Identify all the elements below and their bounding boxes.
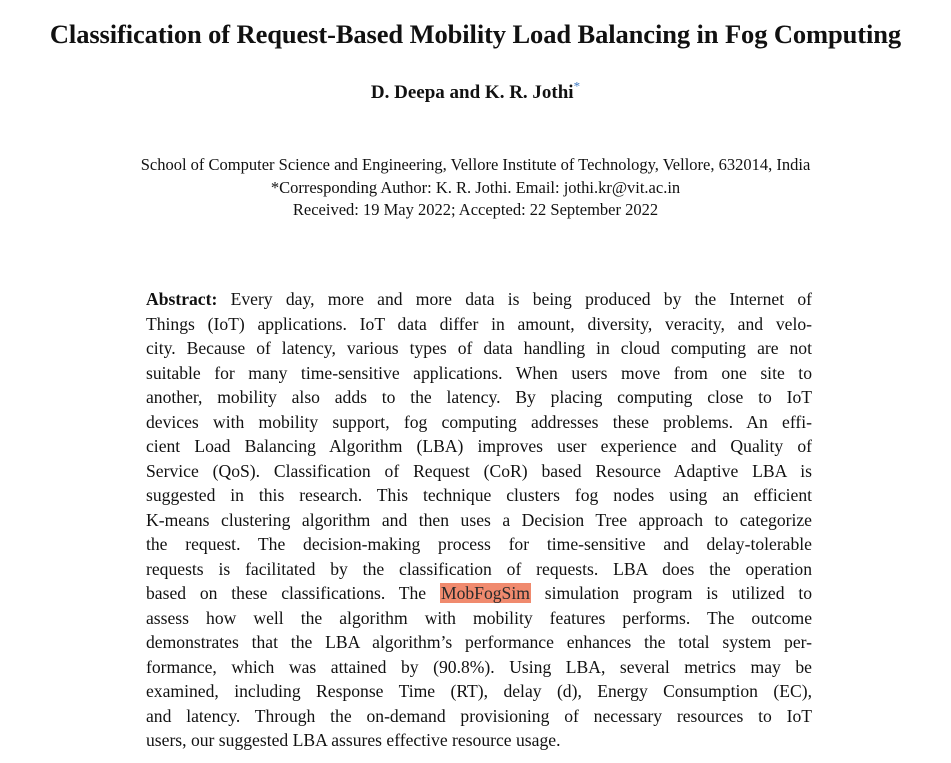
abstract-line: requests is facilitated by the classification of requests. LBA does the operation xyxy=(146,558,812,579)
abstract-line: examined, including Response Time (RT), delay (d), Energy Consumption (EC), xyxy=(146,681,812,701)
abstract-text: based on these classifications. The xyxy=(146,583,427,603)
abstract-line: suitable for many time-sensitive applications. When users move from one site to xyxy=(146,362,812,383)
abstract-line: Things (IoT) applications. IoT data differ in amount, diversity, veracity, and velo- xyxy=(146,313,812,334)
correspondence: *Corresponding Author: K. R. Jothi. Email: jothi.kr@vit.ac.in xyxy=(270,177,681,197)
abstract-line: formance, which was attained by (90.8%). Using LBA, several metrics may be xyxy=(146,656,812,677)
highlighted-term-mobfogsim[interactable]: MobFogSim xyxy=(440,583,530,603)
abstract-text: simulation program is utilized to xyxy=(544,583,813,603)
affiliation: School of Computer Science and Engineering, Vellore Institute of Technology, Vellore, 632014, India xyxy=(140,155,811,174)
abstract-line: suggested in this research. This technique clusters fog nodes using an efficient xyxy=(146,485,812,505)
authors xyxy=(0,80,951,106)
abstract-line: city. Because of latency, various types of data handling in cloud computing are not xyxy=(146,338,812,358)
abstract-line xyxy=(146,581,812,606)
abstract-line: cient Load Balancing Algorithm (LBA) improves user experience and Quality of xyxy=(146,436,812,456)
abstract-line: and latency. Through the on-demand provisioning of necessary resources to IoT xyxy=(146,705,812,726)
paper-title: Classification of Request-Based Mobility Load Balancing in Fog Computing xyxy=(49,19,902,49)
abstract-line: Service (QoS). Classification of Request (CoR) based Resource Adaptive LBA is xyxy=(146,460,812,481)
abstract-line: demonstrates that the LBA algorithm’s performance enhances the total system per- xyxy=(146,632,812,652)
abstract-label: Abstract: xyxy=(146,289,218,309)
abstract-line: devices with mobility support, fog computing addresses these problems. An effi- xyxy=(146,411,812,432)
abstract-line: users, our suggested LBA assures effective resource usage. xyxy=(146,730,561,750)
corresponding-author-mark[interactable]: * xyxy=(573,78,581,94)
received-accepted-dates: Received: 19 May 2022; Accepted: 22 September 2022 xyxy=(292,200,659,219)
abstract-line xyxy=(146,287,812,312)
affiliation-block xyxy=(0,154,951,222)
author-names: D. Deepa and K. R. Jothi xyxy=(370,82,574,103)
abstract xyxy=(146,287,812,753)
abstract-text: Every day, more and more data is being produced by the Internet of xyxy=(230,289,812,309)
abstract-line: K-means clustering algorithm and then uses a Decision Tree approach to categorize xyxy=(146,509,812,530)
abstract-line: another, mobility also adds to the latency. By placing computing close to IoT xyxy=(146,387,812,407)
abstract-line: the request. The decision-making process for time-sensitive and delay-tolerable xyxy=(146,534,812,554)
abstract-line: assess how well the algorithm with mobility features performs. The outcome xyxy=(146,607,812,628)
